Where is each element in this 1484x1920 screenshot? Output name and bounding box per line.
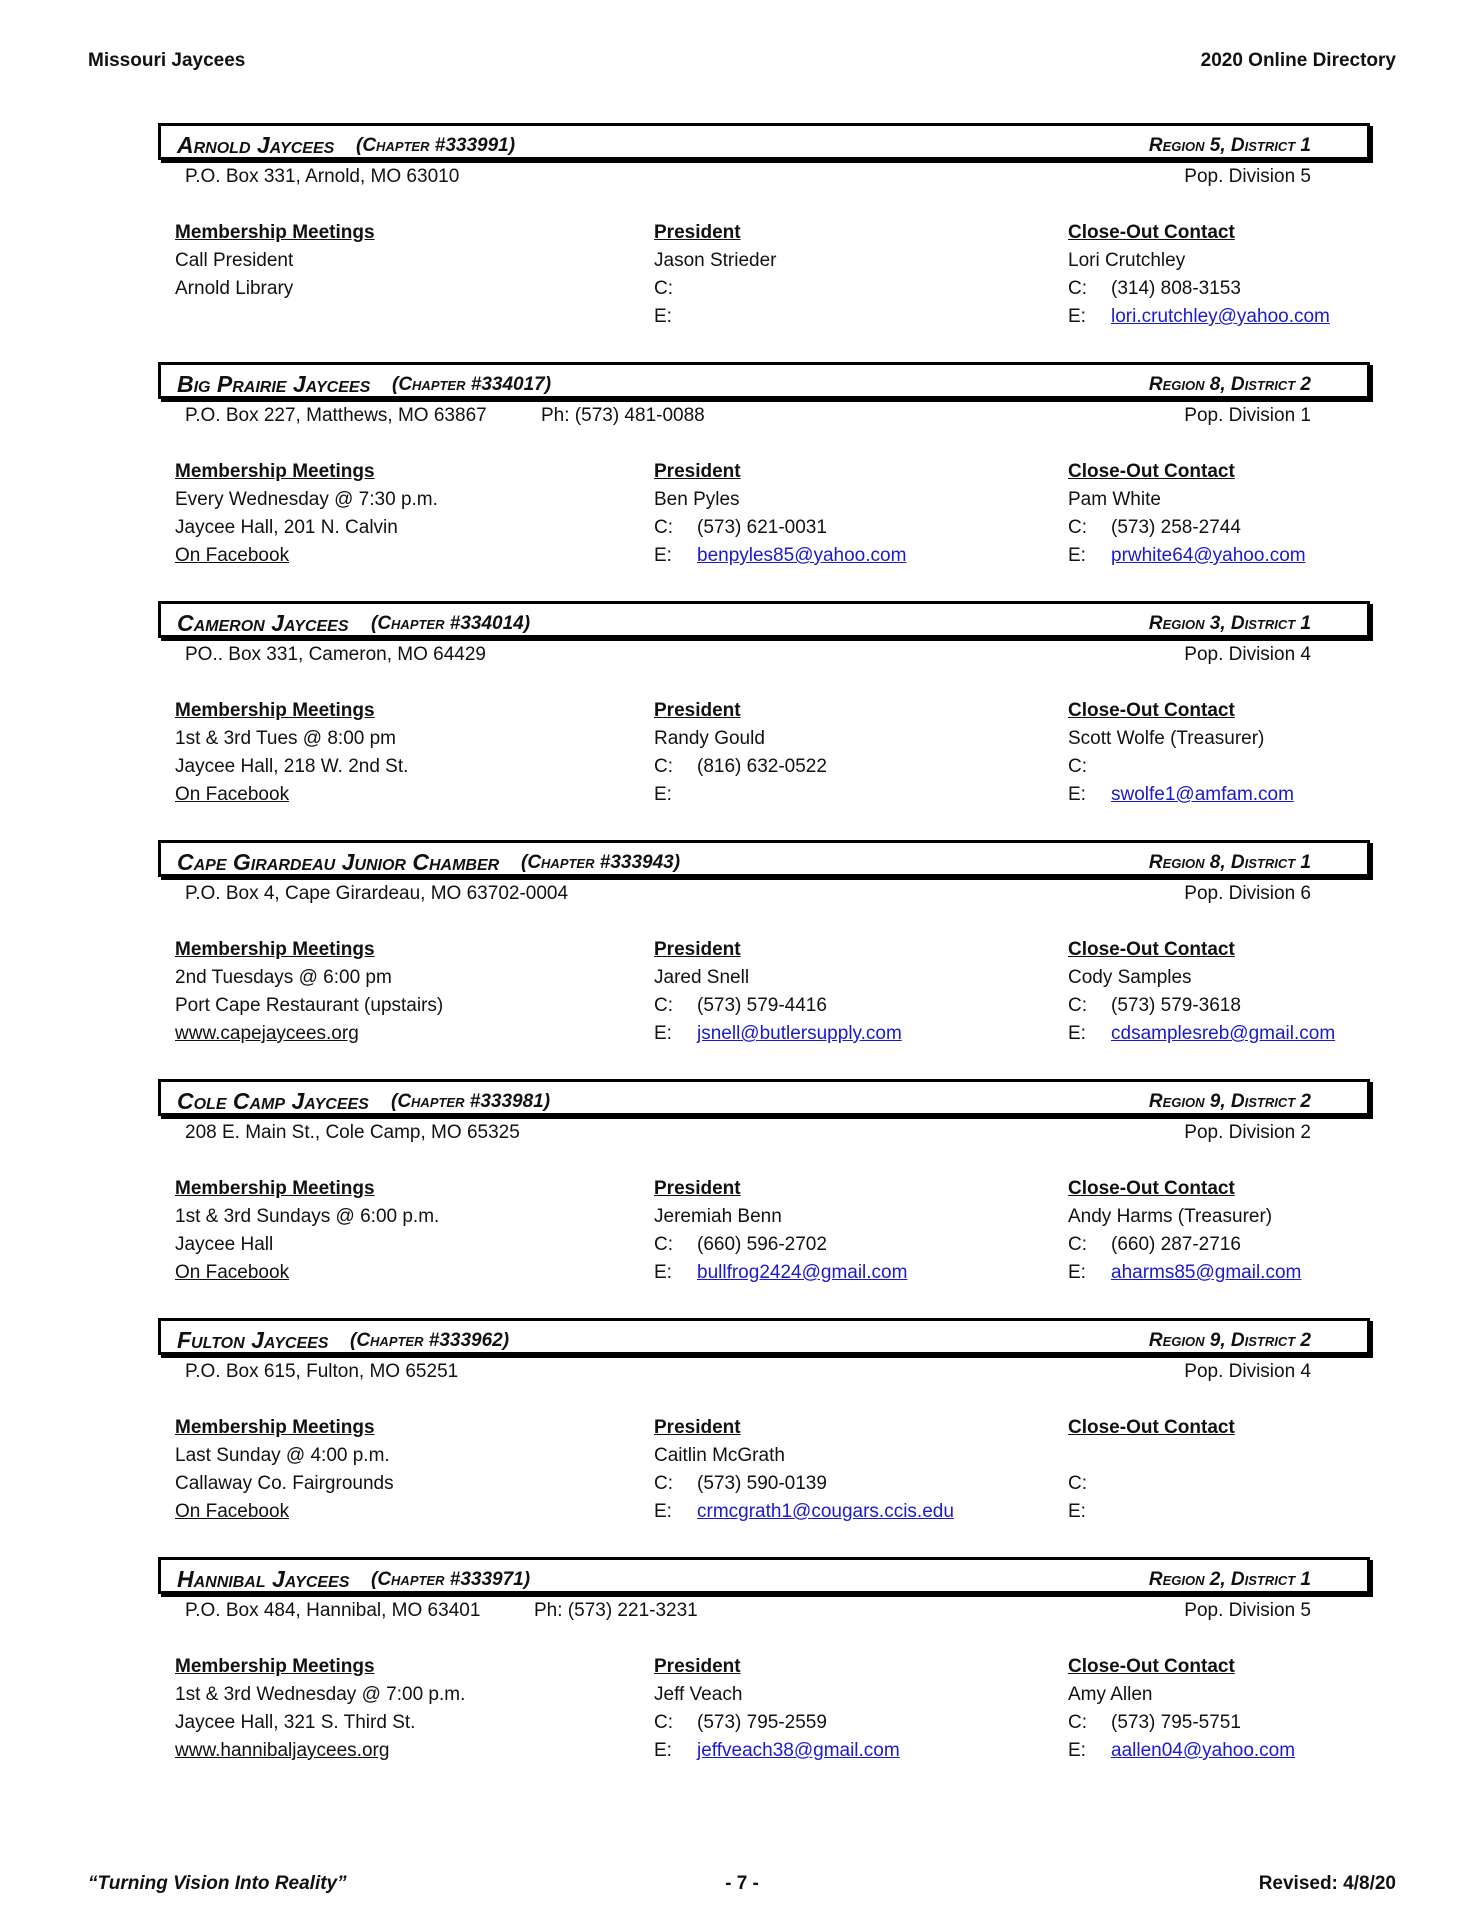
president-name: Ben Pyles: [654, 489, 740, 510]
president-column: [654, 219, 1054, 331]
chapter-title-bar: [158, 1079, 1370, 1116]
president-heading: President: [654, 1656, 741, 1677]
president-cell: (660) 596-2702: [697, 1234, 827, 1255]
chapter-name: Cape Girardeau Junior Chamber: [177, 849, 500, 875]
cell-label: C:: [1068, 278, 1087, 299]
president-heading: President: [654, 939, 741, 960]
president-cell-row: [654, 753, 1054, 781]
closeout-name: Cody Samples: [1068, 967, 1192, 988]
email-label: E:: [1068, 1501, 1086, 1522]
president-cell-row: [654, 1470, 1054, 1498]
closeout-column: [1068, 1414, 1368, 1526]
president-name: Jason Strieder: [654, 250, 777, 271]
page-number: - 7 -: [725, 1873, 759, 1894]
header-directory-title: 2020 Online Directory: [1200, 50, 1396, 71]
closeout-email-row: [1068, 1737, 1368, 1765]
president-cell-row: [654, 992, 1054, 1020]
membership-meetings-heading: Membership Meetings: [175, 222, 375, 243]
closeout-cell: (573) 795-5751: [1111, 1712, 1241, 1733]
president-heading: President: [654, 700, 741, 721]
president-email-link[interactable]: benpyles85@yahoo.com: [697, 545, 907, 566]
closeout-heading: Close-Out Contact: [1068, 461, 1235, 482]
chapter-name: Big Prairie Jaycees: [177, 371, 371, 397]
email-label: E:: [1068, 1262, 1086, 1283]
chapter-address: P.O. Box 4, Cape Girardeau, MO 63702-0004: [185, 883, 569, 904]
chapter-title-bar: [158, 840, 1370, 877]
email-label: E:: [1068, 1740, 1086, 1761]
president-name: Randy Gould: [654, 728, 765, 749]
meeting-info-line: Jaycee Hall, 201 N. Calvin: [175, 517, 398, 538]
closeout-column: [1068, 219, 1368, 331]
president-heading: President: [654, 1417, 741, 1438]
chapter-number: (Chapter #334017): [392, 374, 552, 395]
meeting-info-line: Jaycee Hall, 321 S. Third St.: [175, 1712, 416, 1733]
closeout-name: Scott Wolfe (Treasurer): [1068, 728, 1265, 749]
chapter-number: (Chapter #334014): [371, 613, 531, 634]
cell-label: C:: [654, 1473, 673, 1494]
president-name: Caitlin McGrath: [654, 1445, 785, 1466]
president-column: [654, 697, 1054, 809]
president-email-row: [654, 542, 1054, 570]
president-cell: (573) 590-0139: [697, 1473, 827, 1494]
email-label: E:: [654, 306, 672, 327]
membership-meetings-column: [175, 697, 635, 809]
closeout-email-link[interactable]: aallen04@yahoo.com: [1111, 1740, 1296, 1761]
president-cell-row: [654, 514, 1054, 542]
chapter-phone: Ph: (573) 481-0088: [541, 405, 705, 426]
closeout-cell: (660) 287-2716: [1111, 1234, 1241, 1255]
closeout-email-row: [1068, 1498, 1368, 1526]
footer-slogan: “Turning Vision Into Reality”: [88, 1873, 347, 1894]
chapter-number: (Chapter #333981): [391, 1091, 551, 1112]
membership-meetings-column: [175, 1175, 635, 1287]
membership-meetings-column: [175, 219, 635, 331]
meeting-info-line: 2nd Tuesdays @ 6:00 pm: [175, 967, 392, 988]
closeout-cell: (573) 579-3618: [1111, 995, 1241, 1016]
chapter-entry: [158, 1079, 1370, 1317]
meeting-info-line: 1st & 3rd Sundays @ 6:00 p.m.: [175, 1206, 440, 1227]
meeting-link[interactable]: www.hannibaljaycees.org: [175, 1740, 390, 1761]
chapter-region: Region 9, District 2: [1148, 1091, 1311, 1112]
closeout-cell-row: [1068, 1470, 1368, 1498]
president-cell: (573) 621-0031: [697, 517, 827, 538]
closeout-column: [1068, 1653, 1368, 1765]
meeting-info-line: Callaway Co. Fairgrounds: [175, 1473, 394, 1494]
closeout-email-row: [1068, 1020, 1368, 1048]
closeout-heading: Close-Out Contact: [1068, 1656, 1235, 1677]
membership-meetings-heading: Membership Meetings: [175, 939, 375, 960]
closeout-email-row: [1068, 303, 1368, 331]
closeout-name: Lori Crutchley: [1068, 250, 1186, 271]
cell-label: C:: [1068, 517, 1087, 538]
chapter-title-bar: [158, 123, 1370, 160]
chapter-region: Region 8, District 2: [1148, 374, 1311, 395]
membership-meetings-column: [175, 1653, 635, 1765]
meeting-info-line: Jaycee Hall: [175, 1234, 274, 1255]
closeout-column: [1068, 697, 1368, 809]
closeout-email-link[interactable]: cdsamplesreb@gmail.com: [1111, 1023, 1336, 1044]
meeting-info-line: Call President: [175, 250, 294, 271]
president-column: [654, 1175, 1054, 1287]
cell-label: C:: [654, 517, 673, 538]
closeout-cell-row: [1068, 514, 1368, 542]
chapter-region: Region 3, District 1: [1148, 613, 1311, 634]
revised-date: Revised: 4/8/20: [1258, 1873, 1396, 1894]
president-cell: (573) 579-4416: [697, 995, 827, 1016]
closeout-cell: (573) 258-2744: [1111, 517, 1241, 538]
closeout-cell: (314) 808-3153: [1111, 278, 1241, 299]
president-column: [654, 1653, 1054, 1765]
email-label: E:: [1068, 306, 1086, 327]
closeout-name: Andy Harms (Treasurer): [1068, 1206, 1273, 1227]
chapter-address: P.O. Box 615, Fulton, MO 65251: [185, 1361, 459, 1382]
president-cell-row: [654, 275, 1054, 303]
chapter-title-bar: [158, 601, 1370, 638]
chapter-name: Fulton Jaycees: [177, 1327, 329, 1353]
meeting-info-line: Jaycee Hall, 218 W. 2nd St.: [175, 756, 409, 777]
meeting-info-line: Port Cape Restaurant (upstairs): [175, 995, 444, 1016]
closeout-column: [1068, 1175, 1368, 1287]
email-label: E:: [1068, 545, 1086, 566]
closeout-name: Pam White: [1068, 489, 1161, 510]
chapter-pop-division: Pop. Division 5: [1184, 166, 1311, 187]
president-email-link[interactable]: bullfrog2424@gmail.com: [697, 1262, 908, 1283]
chapter-address: 208 E. Main St., Cole Camp, MO 65325: [185, 1122, 520, 1143]
chapter-region: Region 8, District 1: [1148, 852, 1311, 873]
chapter-name: Cole Camp Jaycees: [177, 1088, 369, 1114]
closeout-heading: Close-Out Contact: [1068, 1178, 1235, 1199]
email-label: E:: [654, 1501, 672, 1522]
president-email-row: [654, 1737, 1054, 1765]
cell-label: C:: [654, 1234, 673, 1255]
meeting-link[interactable]: www.capejaycees.org: [175, 1023, 359, 1044]
chapter-pop-division: Pop. Division 1: [1184, 405, 1311, 426]
chapter-region: Region 5, District 1: [1148, 135, 1311, 156]
closeout-email-row: [1068, 781, 1368, 809]
chapter-title-bar: [158, 362, 1370, 399]
membership-meetings-heading: Membership Meetings: [175, 700, 375, 721]
closeout-cell-row: [1068, 275, 1368, 303]
closeout-email-link[interactable]: lori.crutchley@yahoo.com: [1111, 306, 1330, 327]
cell-label: C:: [1068, 1473, 1087, 1494]
chapter-number: (Chapter #333962): [350, 1330, 510, 1351]
closeout-cell-row: [1068, 1709, 1368, 1737]
closeout-cell-row: [1068, 753, 1368, 781]
meeting-info-line: Arnold Library: [175, 278, 294, 299]
chapter-pop-division: Pop. Division 4: [1184, 644, 1311, 665]
closeout-cell-row: [1068, 1231, 1368, 1259]
chapter-entry: [158, 601, 1370, 839]
closeout-heading: Close-Out Contact: [1068, 222, 1235, 243]
president-name: Jeff Veach: [654, 1684, 743, 1705]
chapter-address: P.O. Box 227, Matthews, MO 63867: [185, 405, 487, 426]
president-column: [654, 1414, 1054, 1526]
chapter-number: (Chapter #333971): [371, 1569, 531, 1590]
president-cell: (573) 795-2559: [697, 1712, 827, 1733]
president-email-link[interactable]: jeffveach38@gmail.com: [697, 1740, 900, 1761]
chapter-list: [158, 123, 1370, 1795]
chapter-address: PO.. Box 331, Cameron, MO 64429: [185, 644, 486, 665]
cell-label: C:: [1068, 1712, 1087, 1733]
chapter-number: (Chapter #333943): [521, 852, 681, 873]
email-label: E:: [654, 1023, 672, 1044]
cell-label: C:: [654, 995, 673, 1016]
membership-meetings-column: [175, 458, 635, 570]
membership-meetings-heading: Membership Meetings: [175, 1417, 375, 1438]
page-header: [88, 50, 1396, 76]
chapter-title-bar: [158, 1318, 1370, 1355]
president-email-row: [654, 781, 1054, 809]
chapter-region: Region 2, District 1: [1148, 1569, 1311, 1590]
email-label: E:: [654, 1262, 672, 1283]
president-email-row: [654, 1020, 1054, 1048]
meeting-info-line: [175, 303, 635, 331]
chapter-pop-division: Pop. Division 4: [1184, 1361, 1311, 1382]
closeout-heading: Close-Out Contact: [1068, 700, 1235, 721]
email-label: E:: [1068, 1023, 1086, 1044]
chapter-name: Hannibal Jaycees: [177, 1566, 350, 1592]
chapter-name: Cameron Jaycees: [177, 610, 349, 636]
chapter-region: Region 9, District 2: [1148, 1330, 1311, 1351]
membership-meetings-heading: Membership Meetings: [175, 1656, 375, 1677]
meeting-link[interactable]: On Facebook: [175, 784, 290, 805]
meeting-link[interactable]: On Facebook: [175, 1501, 290, 1522]
chapter-entry: [158, 362, 1370, 600]
header-org-name: Missouri Jaycees: [88, 50, 246, 71]
closeout-column: [1068, 936, 1368, 1048]
president-heading: President: [654, 222, 741, 243]
president-email-row: [654, 303, 1054, 331]
closeout-name: [1068, 1442, 1368, 1470]
chapter-entry: [158, 123, 1370, 361]
president-email-link[interactable]: jsnell@butlersupply.com: [697, 1023, 902, 1044]
cell-label: C:: [1068, 756, 1087, 777]
chapter-entry: [158, 1318, 1370, 1556]
chapter-entry: [158, 840, 1370, 1078]
closeout-column: [1068, 458, 1368, 570]
meeting-info-line: 1st & 3rd Tues @ 8:00 pm: [175, 728, 397, 749]
closeout-name: Amy Allen: [1068, 1684, 1153, 1705]
closeout-heading: Close-Out Contact: [1068, 1417, 1235, 1438]
president-email-row: [654, 1259, 1054, 1287]
email-label: E:: [654, 784, 672, 805]
meeting-info-line: 1st & 3rd Wednesday @ 7:00 p.m.: [175, 1684, 466, 1705]
president-email-link[interactable]: crmcgrath1@cougars.ccis.edu: [697, 1501, 954, 1522]
membership-meetings-column: [175, 1414, 635, 1526]
president-email-row: [654, 1498, 1054, 1526]
closeout-email-link[interactable]: aharms85@gmail.com: [1111, 1262, 1302, 1283]
closeout-heading: Close-Out Contact: [1068, 939, 1235, 960]
president-column: [654, 936, 1054, 1048]
chapter-pop-division: Pop. Division 6: [1184, 883, 1311, 904]
email-label: E:: [654, 545, 672, 566]
chapter-address: P.O. Box 331, Arnold, MO 63010: [185, 166, 460, 187]
meeting-info-line: Last Sunday @ 4:00 p.m.: [175, 1445, 390, 1466]
meeting-link[interactable]: On Facebook: [175, 1262, 290, 1283]
cell-label: C:: [654, 1712, 673, 1733]
email-label: E:: [654, 1740, 672, 1761]
president-cell-row: [654, 1709, 1054, 1737]
president-name: Jeremiah Benn: [654, 1206, 782, 1227]
meeting-info-line: Every Wednesday @ 7:30 p.m.: [175, 489, 438, 510]
closeout-cell-row: [1068, 992, 1368, 1020]
closeout-email-row: [1068, 1259, 1368, 1287]
membership-meetings-heading: Membership Meetings: [175, 461, 375, 482]
chapter-number: (Chapter #333991): [356, 135, 516, 156]
chapter-phone: Ph: (573) 221-3231: [534, 1600, 698, 1621]
president-heading: President: [654, 1178, 741, 1199]
president-cell: (816) 632-0522: [697, 756, 827, 777]
chapter-entry: [158, 1557, 1370, 1795]
meeting-link[interactable]: On Facebook: [175, 545, 290, 566]
cell-label: C:: [654, 756, 673, 777]
membership-meetings-column: [175, 936, 635, 1048]
president-column: [654, 458, 1054, 570]
page-footer: [88, 1873, 1396, 1899]
email-label: E:: [1068, 784, 1086, 805]
cell-label: C:: [1068, 1234, 1087, 1255]
chapter-name: Arnold Jaycees: [177, 132, 335, 158]
chapter-pop-division: Pop. Division 2: [1184, 1122, 1311, 1143]
chapter-pop-division: Pop. Division 5: [1184, 1600, 1311, 1621]
chapter-title-bar: [158, 1557, 1370, 1594]
cell-label: C:: [654, 278, 673, 299]
president-cell-row: [654, 1231, 1054, 1259]
closeout-email-link[interactable]: swolfe1@amfam.com: [1111, 784, 1294, 805]
president-name: Jared Snell: [654, 967, 750, 988]
membership-meetings-heading: Membership Meetings: [175, 1178, 375, 1199]
closeout-email-link[interactable]: prwhite64@yahoo.com: [1111, 545, 1306, 566]
chapter-address: P.O. Box 484, Hannibal, MO 63401: [185, 1600, 481, 1621]
cell-label: C:: [1068, 995, 1087, 1016]
closeout-email-row: [1068, 542, 1368, 570]
president-heading: President: [654, 461, 741, 482]
